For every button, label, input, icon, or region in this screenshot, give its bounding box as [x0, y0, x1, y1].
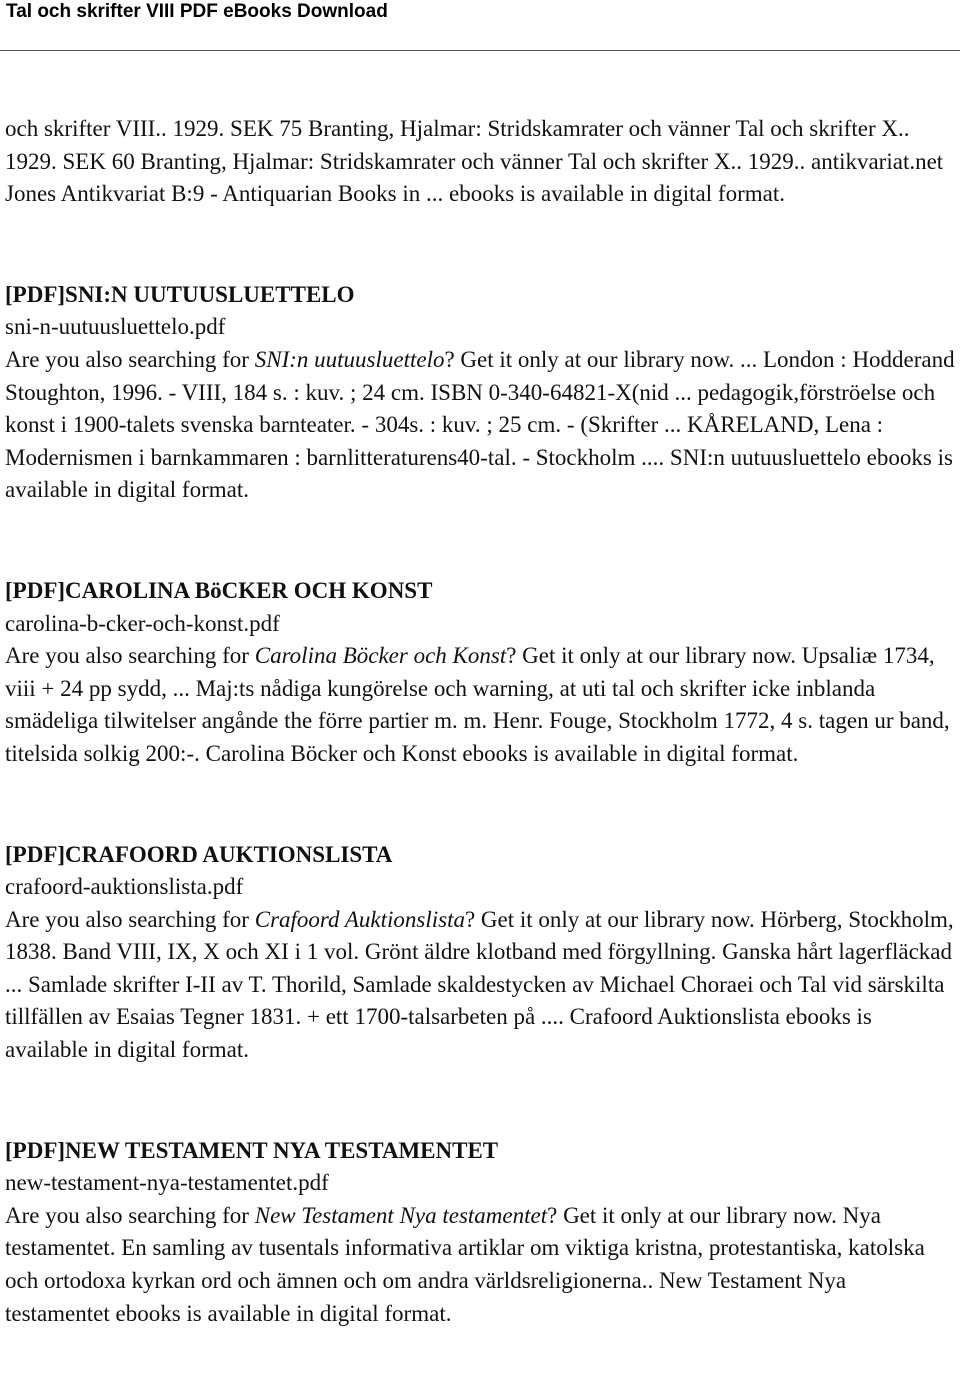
entry-filename: crafoord-auktionslista.pdf [5, 874, 244, 900]
entry-description: Upsaliæ 1734, viii + 24 pp sydd, ... Maj:ts nådiga kungörelse och warning, at uti tal och skrifter icke inblanda smädeliga tilwitelser angånde the förre partier m. m. Henr. Fouge, Stockholm 1772, 4 s. tagen ur band, titelsida solkig 200:-. Carolina Böcker och Konst ebooks is available in digital format. [5, 643, 950, 766]
entry-description: Nya testamentet. En samling av tusentals informativa artiklar om viktiga kristna, protestantiska, katolska och ortodoxa kyrkan ord och ämnen och om andra världsreligionerna.. New Testament Nya testamentet ebooks is available in digital format. [5, 1202, 925, 1326]
entry-crafoord [5, 839, 955, 1067]
entry-filename: carolina-b-cker-och-konst.pdf [5, 610, 280, 636]
entry-title[interactable]: [PDF]NEW TESTAMENT NYA TESTAMENTET [5, 1137, 499, 1163]
search-term: Carolina Böcker och Konst [254, 643, 507, 669]
entry-new-testament [5, 1135, 955, 1331]
document-content [5, 113, 955, 1330]
entry-body [5, 904, 955, 1067]
page-title: Tal och skrifter VIII PDF eBooks Download [6, 1, 388, 22]
entry-title[interactable]: [PDF]CRAFOORD AUKTIONSLISTA [5, 841, 393, 867]
search-term: Crafoord Auktionslista [254, 906, 465, 932]
search-suffix: ? Get it only at our library now. [506, 643, 796, 669]
search-prefix: Are you also searching for [5, 1202, 255, 1228]
entry-carolina [5, 575, 955, 771]
search-suffix: ? Get it only at our library now. [444, 346, 735, 372]
page-header [0, 0, 960, 52]
search-term: SNI:n uutuusluettelo [254, 346, 445, 372]
entry-body [5, 344, 955, 507]
intro-paragraph: och skrifter VIII.. 1929. SEK 75 Branting, Hjalmar: Stridskamrater och vänner Tal och skrifter X.. 1929. SEK 60 Branting, Hjalmar: Stridskamrater och vänner Tal och skrifter X.. 1929.. antikvariat.net Jones Antikvariat B:9 - Antiquarian Books in ... ebooks is available in digital format. [5, 116, 944, 207]
search-term: New Testament Nya testamentet [254, 1202, 548, 1228]
entry-body [5, 1200, 955, 1330]
entry-title[interactable]: [PDF]CAROLINA BöCKER OCH KONST [5, 577, 433, 603]
entry-description: ... London : Hodderand Stoughton, 1996. - VIII, 184 s. : kuv. ; 24 cm. ISBN 0-340-64821-X(nid ... pedagogik,förströelse och konst i 1900-talets svenska barnteater. - 304s. : kuv. ; 25 cm. - (Skrifter ... KÅRELAND, Lena : Modernismen i barnkammaren : barnlitteraturens40-tal. - Stockholm .... SNI:n uutuusluettelo ebooks is available in digital format. [5, 346, 955, 503]
entry-sni [5, 279, 955, 507]
entry-description: Hörberg, Stockholm, 1838. Band VIII, IX, X och XI i 1 vol. Grönt äldre klotband med förgyllning. Ganska hårt lagerfläckad ... Samlade skrifter I-II av T. Thorild, Samlade skaldestycken av Michael Choraei och Tal vid särskilta tillfällen av Esaias Tegner 1831. + ett 1700-talsarbeten på .... Crafoord Auktionslista ebooks is available in digital format. [5, 906, 954, 1063]
entry-filename: sni-n-uutuusluettelo.pdf [5, 314, 226, 340]
search-prefix: Are you also searching for [5, 906, 255, 932]
search-prefix: Are you also searching for [5, 346, 255, 372]
search-prefix: Are you also searching for [5, 643, 255, 669]
entry-filename: new-testament-nya-testamentet.pdf [5, 1170, 329, 1196]
entry-body [5, 640, 955, 770]
entry-title[interactable]: [PDF]SNI:N UUTUUSLUETTELO [5, 281, 355, 307]
header-divider [0, 50, 960, 51]
search-suffix: ? Get it only at our library now. [547, 1202, 837, 1228]
search-suffix: ? Get it only at our library now. [464, 906, 755, 932]
